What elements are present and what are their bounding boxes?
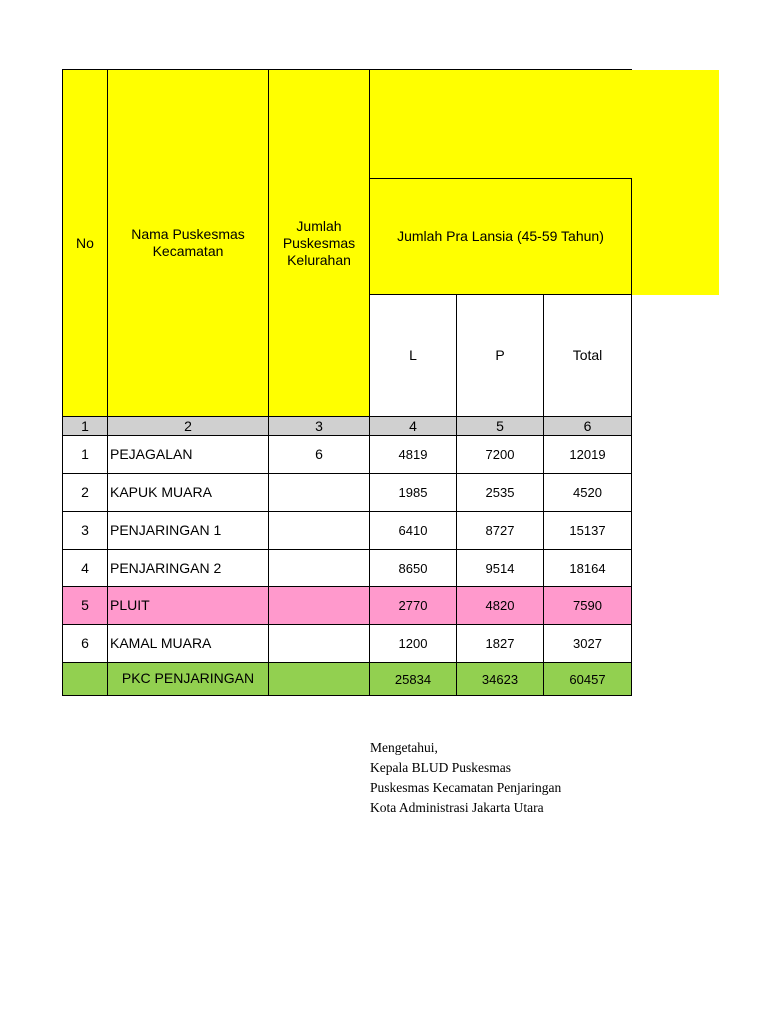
header-pra-lansia: Jumlah Pra Lansia (45-59 Tahun) xyxy=(369,178,632,295)
row-name: PENJARINGAN 1 xyxy=(107,511,269,550)
summary-kelurahan xyxy=(268,662,370,696)
row-kelurahan xyxy=(268,473,370,512)
header-total: Total xyxy=(543,294,632,417)
signature-line: Puskesmas Kecamatan Penjaringan xyxy=(370,780,562,795)
row-name: PEJAGALAN xyxy=(107,435,269,474)
row-name: KAPUK MUARA xyxy=(107,473,269,512)
row-l: 8650 xyxy=(369,549,457,587)
row-total: 3027 xyxy=(543,624,632,663)
row-l: 6410 xyxy=(369,511,457,550)
summary-name: PKC PENJARINGAN xyxy=(107,662,269,696)
row-p: 1827 xyxy=(456,624,544,663)
summary-p: 34623 xyxy=(456,662,544,696)
signature-block xyxy=(370,738,561,818)
row-kelurahan: 6 xyxy=(268,435,370,474)
row-kelurahan xyxy=(268,586,370,625)
row-total: 12019 xyxy=(543,435,632,474)
row-total: 7590 xyxy=(543,586,632,625)
header-nama-puskesmas: Nama Puskesmas Kecamatan xyxy=(107,69,269,417)
row-no: 1 xyxy=(62,435,108,474)
row-no: 2 xyxy=(62,473,108,512)
row-no: 6 xyxy=(62,624,108,663)
row-l: 1985 xyxy=(369,473,457,512)
row-no: 4 xyxy=(62,549,108,587)
header-extension-fill xyxy=(631,70,719,295)
summary-no xyxy=(62,662,108,696)
row-name: KAMAL MUARA xyxy=(107,624,269,663)
row-total: 15137 xyxy=(543,511,632,550)
row-l: 1200 xyxy=(369,624,457,663)
header-jumlah-kelurahan: Jumlah Puskesmas Kelurahan xyxy=(268,69,370,417)
index-cell: 2 xyxy=(107,416,269,436)
row-total: 18164 xyxy=(543,549,632,587)
summary-l: 25834 xyxy=(369,662,457,696)
row-p: 7200 xyxy=(456,435,544,474)
index-cell: 6 xyxy=(543,416,632,436)
signature-line: Mengetahui, xyxy=(370,740,438,755)
index-cell: 5 xyxy=(456,416,544,436)
index-cell: 4 xyxy=(369,416,457,436)
header-top-blank xyxy=(369,69,632,179)
row-no: 5 xyxy=(62,586,108,625)
row-l: 4819 xyxy=(369,435,457,474)
row-p: 4820 xyxy=(456,586,544,625)
row-p: 9514 xyxy=(456,549,544,587)
row-name: PLUIT xyxy=(107,586,269,625)
summary-total: 60457 xyxy=(543,662,632,696)
row-p: 8727 xyxy=(456,511,544,550)
header-no: No xyxy=(62,69,108,417)
row-no: 3 xyxy=(62,511,108,550)
signature-line: Kota Administrasi Jakarta Utara xyxy=(370,800,544,815)
signature-line: Kepala BLUD Puskesmas xyxy=(370,760,511,775)
row-p: 2535 xyxy=(456,473,544,512)
row-name: PENJARINGAN 2 xyxy=(107,549,269,587)
index-cell: 1 xyxy=(62,416,108,436)
row-kelurahan xyxy=(268,511,370,550)
header-l: L xyxy=(369,294,457,417)
row-kelurahan xyxy=(268,549,370,587)
row-total: 4520 xyxy=(543,473,632,512)
index-cell: 3 xyxy=(268,416,370,436)
row-kelurahan xyxy=(268,624,370,663)
row-l: 2770 xyxy=(369,586,457,625)
header-p: P xyxy=(456,294,544,417)
